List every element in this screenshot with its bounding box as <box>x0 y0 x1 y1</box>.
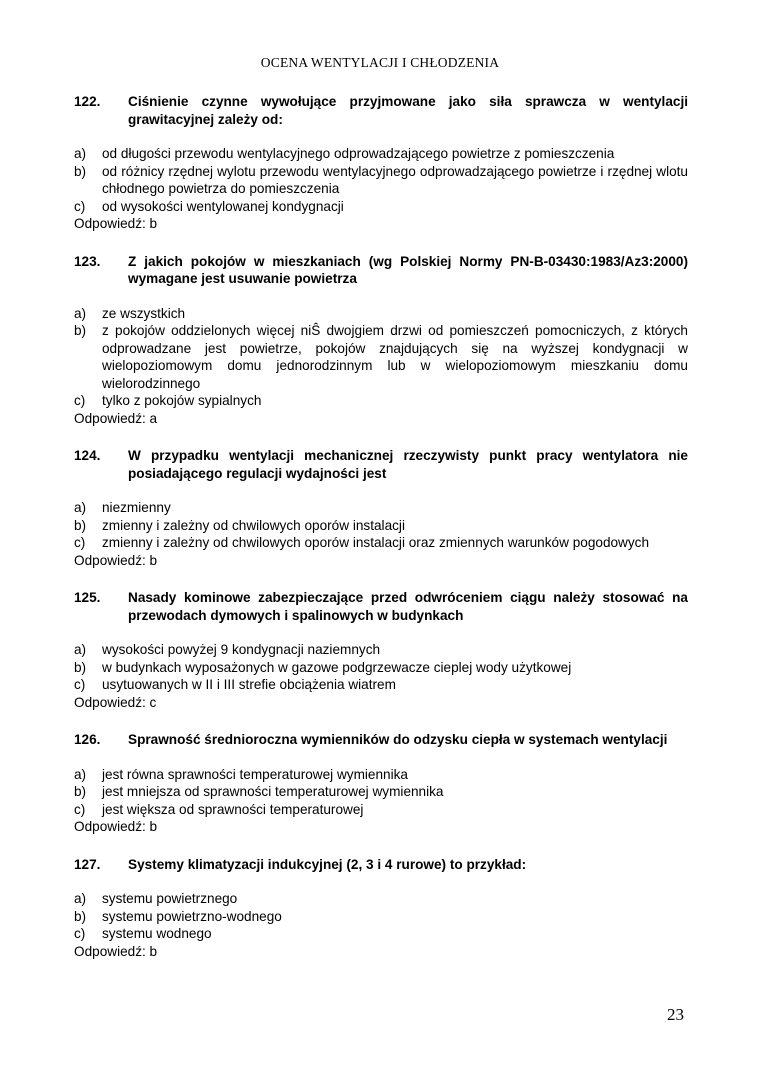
option-a <box>74 305 688 323</box>
option-letter: c) <box>74 535 86 550</box>
option-letter: b) <box>74 323 87 338</box>
question-heading <box>74 856 688 874</box>
option-text: zmienny i zależny od chwilowych oporów instalacji oraz zmiennych warunków pogodowych <box>102 535 650 550</box>
question-list <box>74 93 688 980</box>
question-number: 127. <box>74 856 101 872</box>
option-c <box>74 534 688 552</box>
option-c <box>74 392 688 410</box>
answer-line: Odpowiedź: b <box>74 819 158 834</box>
option-b <box>74 163 688 198</box>
option-letter: c) <box>74 198 86 214</box>
option-text: od różnicy rzędnej wylotu przewodu wentylacyjnego odprowadzającego powietrze i rzędnej wlotu chłodnego powietrza do pomieszczenia <box>102 163 688 196</box>
question-text: W przypadku wentylacji mechanicznej rzeczywisty punkt pracy wentylatora nie posiadającego regulacji wydajności jest <box>128 448 688 481</box>
option-text: od długości przewodu wentylacyjnego odprowadzającego powietrze z pomieszczenia <box>102 146 615 161</box>
option-list <box>74 305 688 410</box>
question-127 <box>74 856 688 961</box>
question-heading <box>74 589 688 624</box>
answer-line: Odpowiedź: b <box>74 943 158 959</box>
option-text: tylko z pokojów sypialnych <box>102 393 262 408</box>
answer-line: Odpowiedź: b <box>74 216 158 231</box>
option-list <box>74 890 688 943</box>
option-b <box>74 659 688 677</box>
option-c <box>74 801 688 819</box>
option-list <box>74 641 688 694</box>
option-letter: a) <box>74 305 87 321</box>
question-text: Ciśnienie czynne wywołujące przyjmowane jako siła sprawcza w wentylacji grawitacyjnej zależy od: <box>128 94 688 127</box>
option-text: ze wszystkich <box>102 305 186 321</box>
question-text: Sprawność średnioroczna wymienników do odzysku ciepła w systemach wentylacji <box>128 732 668 747</box>
option-text: jest większa od sprawności temperaturowej <box>102 801 364 817</box>
option-letter: c) <box>74 393 86 408</box>
option-letter: a) <box>74 891 87 906</box>
option-letter: c) <box>74 677 86 692</box>
question-number: 124. <box>74 448 101 463</box>
option-letter: c) <box>74 926 86 941</box>
question-heading <box>74 93 688 128</box>
question-126 <box>74 731 688 836</box>
option-text: systemu powietrznego <box>102 891 238 906</box>
question-number: 123. <box>74 253 101 269</box>
question-122 <box>74 93 688 233</box>
option-text: niezmienny <box>102 500 171 515</box>
option-list <box>74 766 688 819</box>
answer-line: Odpowiedź: c <box>74 694 157 710</box>
option-text: zmienny i zależny od chwilowych oporów instalacji <box>102 517 405 533</box>
option-b <box>74 908 688 926</box>
option-text: z pokojów oddzielonych więcej niŜ dwojgiem drzwi od pomieszczeń pomocniczych, z których odprowadzane jest powietrze, pokojów znajdujących się na wyższej kondygnacji w wielopoziomowym domu jednorodzinnym lub w wielopoziomowym mieszkaniu domu wielorodzinnego <box>102 323 688 391</box>
question-text: Z jakich pokojów w mieszkaniach (wg Polskiej Normy PN-B-03430:1983/Az3:2000) wymagane jest usuwanie powietrza <box>128 253 688 286</box>
question-heading <box>74 253 688 288</box>
question-number: 122. <box>74 94 101 109</box>
question-125 <box>74 589 688 711</box>
question-123 <box>74 253 688 428</box>
option-text: usytuowanych w II i III strefie obciążenia wiatrem <box>102 677 396 692</box>
question-124 <box>74 447 688 569</box>
option-a <box>74 145 688 163</box>
option-text: wysokości powyżej 9 kondygnacji naziemnych <box>102 642 381 657</box>
question-text: Nasady kominowe zabezpieczające przed odwróceniem ciągu należy stosować na przewodach dymowych i spalinowych w budynkach <box>128 590 688 623</box>
option-letter: b) <box>74 659 87 675</box>
option-letter: a) <box>74 500 87 515</box>
page-title: OCENA WENTYLACJI I CHŁODZENIA <box>260 55 500 70</box>
question-number: 125. <box>74 590 101 605</box>
answer-line: Odpowiedź: a <box>74 410 158 426</box>
option-text: systemu powietrzno-wodnego <box>102 908 282 924</box>
option-text: w budynkach wyposażonych w gazowe podgrzewacze cieplej wody użytkowej <box>102 659 572 675</box>
option-list <box>74 499 688 552</box>
option-text: jest równa sprawności temperaturowej wymiennika <box>102 766 408 782</box>
question-number: 126. <box>74 732 101 747</box>
option-letter: b) <box>74 908 87 924</box>
option-letter: c) <box>74 801 86 817</box>
option-c <box>74 676 688 694</box>
option-text: systemu wodnego <box>102 926 212 941</box>
option-b <box>74 517 688 535</box>
option-c <box>74 198 688 216</box>
question-text: Systemy klimatyzacji indukcyjnej (2, 3 i 4 rurowe) to przykład: <box>128 856 527 872</box>
question-heading <box>74 447 688 482</box>
option-letter: b) <box>74 163 87 179</box>
option-letter: a) <box>74 766 87 782</box>
option-a <box>74 766 688 784</box>
option-a <box>74 499 688 517</box>
option-text: jest mniejsza od sprawności temperaturowej wymiennika <box>102 784 444 799</box>
question-heading <box>74 731 688 749</box>
answer-line: Odpowiedź: b <box>74 552 158 568</box>
option-a <box>74 890 688 908</box>
option-c <box>74 925 688 943</box>
option-a <box>74 641 688 659</box>
option-letter: a) <box>74 146 87 161</box>
page-number: 23 <box>667 1005 684 1024</box>
option-b <box>74 783 688 801</box>
option-letter: a) <box>74 642 87 657</box>
option-letter: b) <box>74 517 87 533</box>
option-text: od wysokości wentylowanej kondygnacji <box>102 198 344 214</box>
option-b <box>74 322 688 392</box>
option-list <box>74 145 688 215</box>
option-letter: b) <box>74 784 87 799</box>
